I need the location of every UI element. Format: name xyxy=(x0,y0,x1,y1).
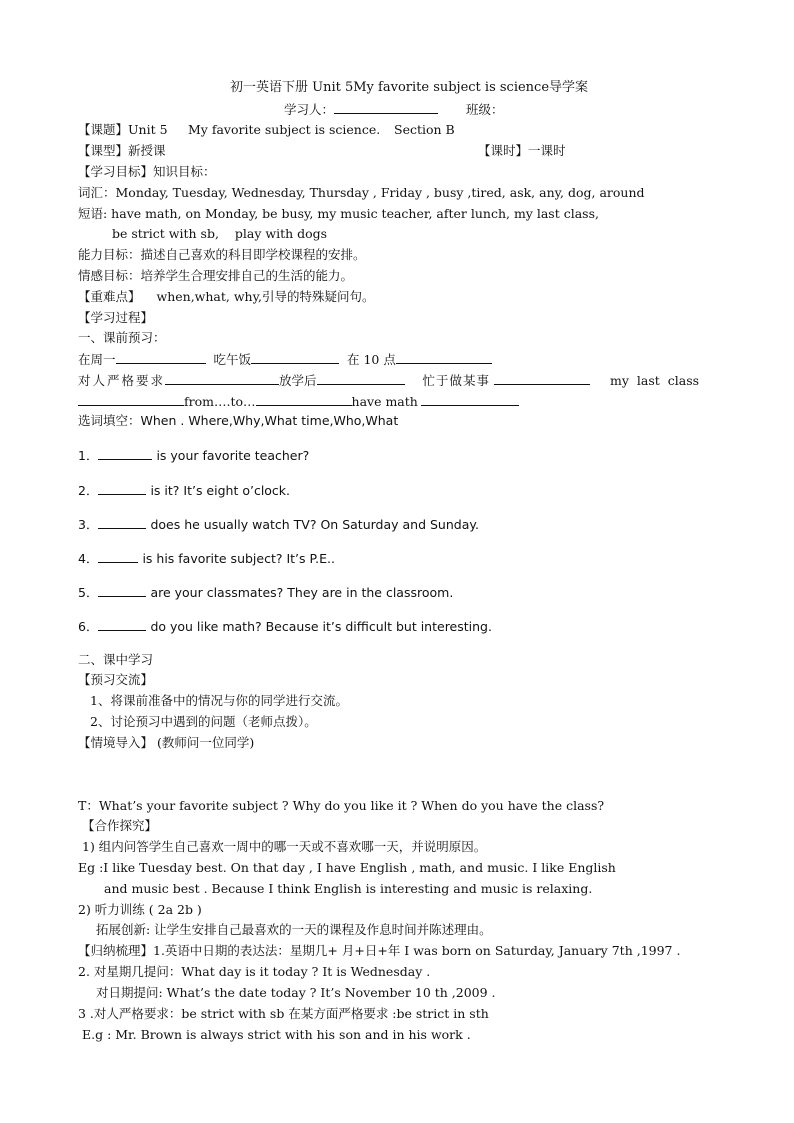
strict-label: 对人严格要求 xyxy=(78,373,166,388)
phrases-line-2 xyxy=(112,226,327,242)
from-to-label: from….to… xyxy=(184,394,256,409)
exercise-item: 1． is your favorite teacher? xyxy=(78,448,310,463)
phrase-play: play with dogs xyxy=(234,226,328,241)
busy-doing-label: 忙于做某事 xyxy=(422,373,491,388)
coop-label: 【合作探究】 xyxy=(82,818,158,833)
last-class-label: my last class xyxy=(610,373,700,388)
learner-line xyxy=(284,101,504,118)
exercise-blank[interactable] xyxy=(98,516,146,529)
situation-intro: 【情境导入】 (教师问一位同学) xyxy=(78,735,255,750)
blank-strict[interactable] xyxy=(165,372,279,385)
preview-row-2 xyxy=(78,372,699,389)
process-heading: 【学习过程】 xyxy=(78,310,154,325)
extend-item: 拓展创新: 让学生安排自己最喜欢的一天的课程及作息时间并陈述理由。 xyxy=(96,922,492,937)
exercise-blank[interactable] xyxy=(98,618,146,631)
blank-last-class[interactable] xyxy=(78,393,184,406)
summary-line-2: 2. 对星期几提问：What day is it today ? It is Wednesday . xyxy=(78,964,431,979)
key-points xyxy=(78,289,375,305)
blank-on-monday[interactable] xyxy=(116,351,206,364)
lesson-type: 【课型】新授课 xyxy=(78,143,166,158)
exercise-blank[interactable] xyxy=(98,550,138,563)
phrases-line-1: 短语: have math, on Monday, be busy, my music teacher, after lunch, my last class, xyxy=(78,206,599,221)
emotion-goal: 情感目标：培养学生合理安排自己的生活的能力。 xyxy=(78,268,354,283)
example-line-1: Eg :I like Tuesday best. On that day , I have English , math, and music. I like English xyxy=(78,860,616,875)
learner-blank[interactable] xyxy=(334,101,438,114)
section-label: Section B xyxy=(394,122,455,137)
have-lunch-label: 吃午饭 xyxy=(213,352,252,367)
goals-heading: 【学习目标】知识目标： xyxy=(78,164,216,179)
exchange-label: 【预习交流】 xyxy=(78,672,154,687)
summary-line-1: 【归纳梳理】1.英语中日期的表达法：星期几+ 月+日+年 I was born on Saturday, January 7th ,1997 . xyxy=(78,943,681,958)
topic-text: My favorite subject is science. xyxy=(188,122,381,137)
listening-item: 2) 听力训练 ( 2a 2b ) xyxy=(78,902,202,917)
blank-have-math[interactable] xyxy=(421,393,519,406)
summary-line-4: 3 .对人严格要求：be strict with sb 在某方面严格要求 :be strict in sth xyxy=(78,1006,489,1021)
inclass-heading: 二、课中学习 xyxy=(78,652,154,667)
at-ten-label: 在 10 点 xyxy=(347,352,396,367)
blank-after-school[interactable] xyxy=(317,372,405,385)
key-text: when,what, why,引导的特殊疑问句。 xyxy=(156,289,375,304)
learner-label: 学习人： xyxy=(284,102,335,117)
blank-from-to[interactable] xyxy=(256,393,352,406)
exercise-blank[interactable] xyxy=(98,447,152,460)
summary-line-3: 对日期提问: What’s the date today ? It’s November 10 th ,2009 . xyxy=(96,985,496,1000)
exchange-item-1: 1、将课前准备中的情况与你的同学进行交流。 xyxy=(90,693,348,708)
exercise-item: 2． is it? It’s eight o’clock. xyxy=(78,483,291,498)
phrase-strict: be strict with sb, xyxy=(112,226,219,241)
preview-row-3 xyxy=(78,393,519,410)
class-label: 班级： xyxy=(465,102,504,117)
exercise-item: 3． does he usually watch TV? On Saturday and Sunday. xyxy=(78,517,479,532)
exercise-item: 5． are your classmates? They are in the classroom. xyxy=(78,585,454,600)
page-title: 初一英语下册 Unit 5My favorite subject is science导学案 xyxy=(230,80,589,95)
example-line-2: and music best . Because I think English is interesting and music is relaxing. xyxy=(104,881,593,896)
on-monday-label: 在周一 xyxy=(78,352,116,367)
choose-heading: 选词填空：When . Where,Why,What time,Who,What xyxy=(78,413,399,428)
exchange-item-2: 2、讨论预习中遇到的问题（老师点拨）。 xyxy=(90,714,317,729)
coop-item-1: 1) 组内问答学生自己喜欢一周中的哪一天或不喜欢哪一天，并说明原因。 xyxy=(82,839,487,854)
summary-line-5: E.g : Mr. Brown is always strict with his son and in his work . xyxy=(82,1027,471,1042)
after-school-label: 放学后 xyxy=(279,373,317,388)
topic-label: 【课题】Unit 5 xyxy=(78,122,168,137)
blank-busy-doing[interactable] xyxy=(494,372,590,385)
exercise-blank[interactable] xyxy=(98,482,146,495)
preview-row-1 xyxy=(78,351,492,368)
blank-at-ten[interactable] xyxy=(396,351,492,364)
preview-heading: 一、课前预习： xyxy=(78,330,166,345)
exercise-item: 6． do you like math? Because it’s difficult but interesting. xyxy=(78,619,492,634)
blank-have-lunch[interactable] xyxy=(251,351,339,364)
lesson-period: 【课时】一课时 xyxy=(478,143,566,158)
exercise-blank[interactable] xyxy=(98,584,146,597)
ability-goal: 能力目标：描述自己喜欢的科目即学校课程的安排。 xyxy=(78,247,366,262)
exercise-item: 4． is his favorite subject? It’s P.E.. xyxy=(78,551,335,566)
have-math-label: have math xyxy=(351,394,418,409)
vocabulary-line: 词汇：Monday, Tuesday, Wednesday, Thursday , Friday , busy ,tired, ask, any, dog, around xyxy=(78,185,645,200)
key-label: 【重难点】 xyxy=(78,289,141,304)
teacher-question: T：What’s your favorite subject ? Why do you like it ? When do you have the class? xyxy=(78,798,605,813)
